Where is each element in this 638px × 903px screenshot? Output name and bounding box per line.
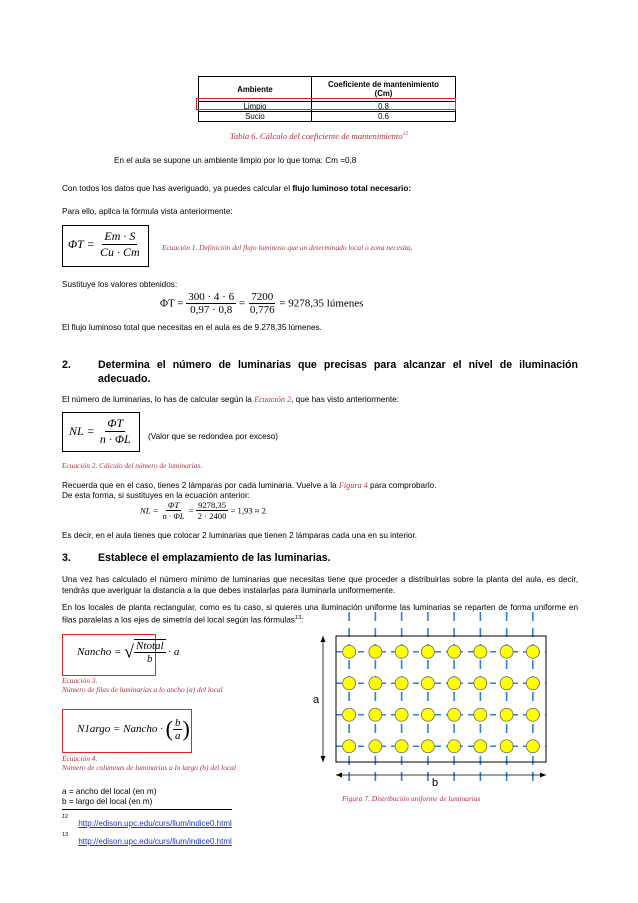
definition-b: b = largo del local (en m) — [62, 797, 153, 806]
section-2-number: 2. — [62, 359, 71, 371]
arrow-right-icon — [540, 773, 546, 778]
equation-2-box — [62, 412, 140, 452]
figure-7-label-b: b — [432, 777, 439, 789]
definition-a: a = ancho del local (en m) — [62, 787, 157, 796]
luminaire — [395, 708, 408, 721]
vertical-dashed-lines — [349, 612, 533, 782]
luminaire — [395, 645, 408, 658]
section-2-title: Determina el número de luminarias que precisas para alcanzar el nivel de iluminación adecuado. — [98, 359, 578, 385]
figura-4-link[interactable]: Figura 4 — [338, 481, 368, 490]
luminaire — [421, 740, 434, 753]
luminaire — [395, 677, 408, 690]
luminaire — [369, 708, 382, 721]
figure-7-label-a: a — [313, 694, 320, 706]
equation-3: Nancho = √ $\frac{\text{Ntotal}}{b}$ · a — [77, 640, 180, 665]
equation-2-caption: Ecuación 2. Cálculo del número de luminarias. — [62, 461, 203, 470]
luminaire — [448, 708, 461, 721]
horizontal-dashed-lines — [336, 652, 546, 747]
total-paragraph: El flujo luminoso total que necesitas en el aula es de 9.278,35 lúmenes. — [62, 323, 322, 332]
room-outline — [336, 636, 546, 762]
luminaire — [448, 677, 461, 690]
luminaire — [421, 677, 434, 690]
footnote-12-link[interactable]: http://edison.upc.edu/curs/llum/indice0.html — [78, 818, 232, 828]
luminaire — [500, 677, 513, 690]
data-paragraph: Con todos los datos que has averiguado, ya puedes calcular el flujo luminoso total necesario: — [62, 184, 412, 193]
footnote-13-link[interactable]: http://edison.upc.edu/curs/llum/indice0.html — [78, 836, 232, 846]
luminaire — [343, 708, 356, 721]
equation-4-box — [62, 709, 192, 753]
equation-2-link[interactable]: Ecuación 2 — [254, 395, 292, 404]
luminaire — [448, 645, 461, 658]
apply-paragraph: Para ello, aplica la fórmula vista anteriormente: — [62, 207, 233, 216]
table-header-coef: Coeficiente de mantenimiento (Cm) — [312, 77, 456, 102]
equation-2-note: (Valor que se redondea por exceso) — [148, 432, 279, 441]
table-row: Limpio 0.8 — [199, 102, 456, 112]
equation-2: NL = $\frac{\Phi T}{n \cdot \Phi L}$ — [69, 416, 131, 446]
figure-7-diagram — [310, 612, 586, 782]
luminaire — [526, 740, 539, 753]
luminaire — [448, 740, 461, 753]
substitute-paragraph: Sustituye los valores obtenidos: — [62, 280, 178, 289]
footnote-separator — [62, 809, 232, 810]
arrow-up-icon — [321, 636, 326, 642]
luminaire — [474, 645, 487, 658]
equation-1-caption: Ecuación 1. Definición del flujo luminoso que un determinado local o zona necesita. — [162, 243, 413, 252]
equation-1: ΦT = $\frac{Em \cdot S}{Cu \cdot Cm}$ — [68, 229, 140, 259]
luminaire — [343, 677, 356, 690]
luminaire — [369, 740, 382, 753]
calculation-2: NL = $\frac{\Phi T}{n \cdot \Phi L}$ = $\frac{9278,35}{2 \cdot 2400}$ = 1,93 ≈ 2 — [140, 500, 266, 521]
footnote-12: $^{12}$ http://edison.upc.edu/curs/llum/indice0.html — [62, 814, 232, 828]
luminaire — [343, 740, 356, 753]
luminaire — [500, 645, 513, 658]
table-6-caption: Tabla 6. Cálculo del coeficiente de mantenimiento$^{12}$ — [229, 131, 409, 141]
luminaire — [526, 645, 539, 658]
figure-7-caption: Figura 7. Distribución uniforme de luminarias — [342, 794, 481, 803]
luminaire — [369, 645, 382, 658]
sqrt-sign: √ — [124, 641, 135, 662]
equation-1-box — [62, 225, 149, 267]
luminaire — [474, 740, 487, 753]
table-header-ambiente: Ambiente — [199, 77, 312, 102]
luminaire — [395, 740, 408, 753]
luminaire — [421, 645, 434, 658]
una-vez-paragraph: Una vez has calculado el número mínimo de luminarias que necesitas tiene que proceder a distribuirlas sobre la planta del aula, es decir, tendrás que averiguar la distancia a la que debes instalarlas para iluminarla uniformemente. — [62, 575, 578, 595]
recuerda-paragraph: Recuerda que en el caso, tienes 2 lámparas por cada luminaria. Vuelve a la Figura 4 para comprobarlo. — [62, 481, 437, 490]
locales-paragraph: En los locales de planta rectangular, como es tu caso, si quieres una iluminación uniforme las luminarias se reparten de forma uniforme en filas paralelas a los ejes de simetría del local según las fórmulas$^{13}$: — [62, 603, 578, 625]
luminaire — [474, 708, 487, 721]
arrow-left-icon — [336, 773, 342, 778]
luminaire — [526, 708, 539, 721]
table-row: Sucio 0.6 — [199, 112, 456, 122]
section-3-title: Establece el emplazamiento de las luminarias. — [98, 552, 331, 564]
equation-3-caption: Ecuación 3. Número de filas de luminarias a lo ancho (a) del local — [62, 676, 223, 694]
es-decir-paragraph: Es decir, en el aula tienes que colocar 2 luminarias que tienen 2 lámparas cada una en su interior. — [62, 531, 418, 540]
equation-4: N1argo = Nancho · ( $\frac{b}{a}$ ) — [77, 716, 190, 742]
luminaire — [500, 740, 513, 753]
de-esta-paragraph: De esta forma, si sustituyes en la ecuación anterior: — [62, 491, 250, 500]
footnote-13: $^{13}$ http://edison.upc.edu/curs/llum/indice0.html — [62, 832, 232, 846]
luminaire — [369, 677, 382, 690]
luminaire — [526, 677, 539, 690]
num-luminarias-paragraph: El número de luminarias, lo has de calcular según la Ecuación 2, que has visto anteriormente: — [62, 395, 399, 404]
arrow-down-icon — [321, 756, 326, 762]
section-3-number: 3. — [62, 552, 71, 564]
luminaire — [421, 708, 434, 721]
calculation-1: ΦT = $\frac{300 \cdot 4 \cdot 6}{0,97 \cdot 0,8}$ = $\frac{7200}{0,776}$ = 9278,35 lúmenes — [160, 291, 364, 316]
lamps — [343, 645, 540, 753]
equation-4-caption: Ecuación 4. Número de columnas de luminarias a lo largo (b) del local — [62, 754, 236, 772]
clean-assumption: En el aula se supone un ambiente limpio por lo que toma: Cm =0,8 — [114, 156, 357, 165]
luminaire — [474, 677, 487, 690]
luminaire — [500, 708, 513, 721]
equation-3-box — [62, 634, 180, 676]
luminaire — [343, 645, 356, 658]
highlight-limpio-row — [196, 98, 456, 110]
